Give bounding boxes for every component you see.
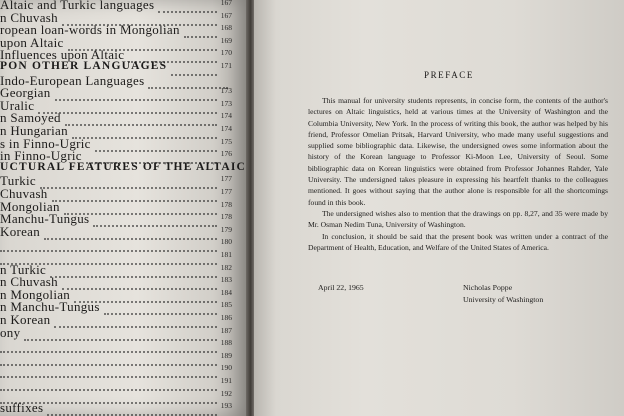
toc-page-number: 169 [220, 35, 232, 45]
toc-entry-title: ony [0, 324, 21, 340]
toc-page-number: 187 [220, 325, 232, 335]
toc-entry-title: PON OTHER LANGUAGES [0, 60, 168, 72]
toc-leader-dots [47, 400, 217, 416]
toc-page-number: 178 [220, 199, 232, 209]
toc-page-number: 190 [220, 363, 232, 373]
toc-page-number: 178 [220, 212, 232, 222]
toc-page-number: 181 [220, 250, 232, 259]
toc-entry-title: in Finno-Ugric [0, 148, 82, 164]
toc-entry-title: n Mongolian [0, 286, 71, 302]
toc-page-number: 177 [220, 174, 232, 184]
preface-page [254, 0, 624, 416]
toc-page-number: 175 [220, 136, 232, 146]
toc-page-number: 174 [220, 111, 232, 121]
toc-page-number: 184 [220, 287, 232, 297]
toc-entry-title: n Manchu-Tungus [0, 299, 100, 315]
preface-paragraph: This manual for university students represents, in concise form, the contents of the author's lectures on Altaic linguistics, held at various times at the University of Washington and the Columbia University, New York. In the process of writing this book, the author was helped by his friend, Professor Omelian Pritsak, Harvard University, who made many useful suggestions and supplied some bibliographic data. Likewise, the undersigned owes some information about the history of the Korean language to Professor Ki-Moon Lee, University of Seoul. Some bibliographic data on Korean linguistics were obtained from Professor Johannes Rahder, Yale University. The undersigned takes pleasure in expressing his heartfelt thanks to the colleagues mentioned. It goes without saying that the author alone is responsible for all the shortcomings found in this book. [308, 96, 608, 207]
preface-paragraph: In conclusion, it should be said that the present book was written under a contract of the Department of Health, Education, and Welfare of the United States of America. [308, 231, 608, 252]
toc-entry-title: suffixes [0, 400, 44, 416]
toc-entry-title: Georgian [0, 85, 51, 101]
toc-page-number: 177 [220, 187, 232, 196]
toc-page-number: 191 [220, 376, 232, 385]
toc-page-number: 185 [220, 300, 232, 310]
toc-page-number: 167 [220, 10, 232, 20]
toc-entry-title: n Chuvash [0, 9, 58, 25]
signature-block [463, 282, 543, 305]
toc-page-number: 179 [220, 224, 232, 234]
preface-paragraph: The undersigned wishes also to mention that the drawings on pp. 8,27, and 35 were made by Mr. Osman Nedim Tuna, University of Washington. [308, 208, 608, 230]
toc-entry-title: UCTURAL FEATURES OF THE ALTAIC [0, 160, 247, 173]
author-affiliation: University of Washington [463, 294, 544, 304]
contents-page [0, 0, 250, 416]
toc-page-number: 192 [220, 388, 232, 398]
preface-title: PREFACE [423, 70, 475, 80]
toc-page-number: 193 [220, 401, 232, 411]
toc-page-number: 180 [220, 237, 232, 247]
toc-entry-title: Chuvash [0, 186, 48, 201]
toc-entry-title: Influences upon Altaic [0, 47, 125, 63]
toc-entry-title: Altaic and Turkic languages [0, 0, 155, 12]
toc-entry-title: Korean [0, 223, 41, 239]
toc-page-number: 171 [220, 61, 232, 70]
toc-entry-title: upon Altaic [0, 34, 64, 50]
toc-entry-title: n Korean [0, 312, 51, 327]
toc-page-number: 167 [220, 0, 232, 7]
toc-page-number: 176 [220, 149, 232, 159]
toc-entry-title: n Turkic [0, 261, 47, 277]
preface-date: April 22, 1965 [318, 283, 364, 292]
toc-page-number: 174 [220, 124, 232, 133]
toc-page-number: 182 [220, 262, 232, 272]
toc-page-number: 189 [220, 350, 232, 360]
toc-entry-title: Manchu-Tungus [0, 211, 90, 227]
toc-entry-title: Turkic [0, 173, 36, 189]
toc-entry-title: ropean loan-words in Mongolian [0, 22, 180, 38]
toc-page-number: 170 [220, 48, 232, 58]
toc-entry-title: n Samoyed [0, 110, 61, 126]
toc-entry-title: Mongolian [0, 198, 60, 214]
toc-page-number: 183 [220, 275, 232, 285]
preface-body [308, 95, 608, 253]
toc-entry-title: Indo-European Languages [0, 72, 145, 88]
toc-page-number: 186 [220, 313, 232, 322]
toc-entry-title: s in Finno-Ugric [0, 135, 91, 151]
toc-page-number: 188 [220, 338, 232, 348]
toc-entry-title: n Chuvash [0, 274, 58, 290]
toc-entry-title: n Hungarian [0, 123, 68, 138]
toc-entry-title: Uralic [0, 97, 35, 113]
toc-page-number: 168 [220, 23, 232, 33]
toc-page-number: 173 [220, 86, 232, 96]
author-name: Nicholas Poppe [463, 283, 513, 292]
toc-page-number: 173 [220, 98, 232, 108]
toc-entry [0, 400, 250, 416]
